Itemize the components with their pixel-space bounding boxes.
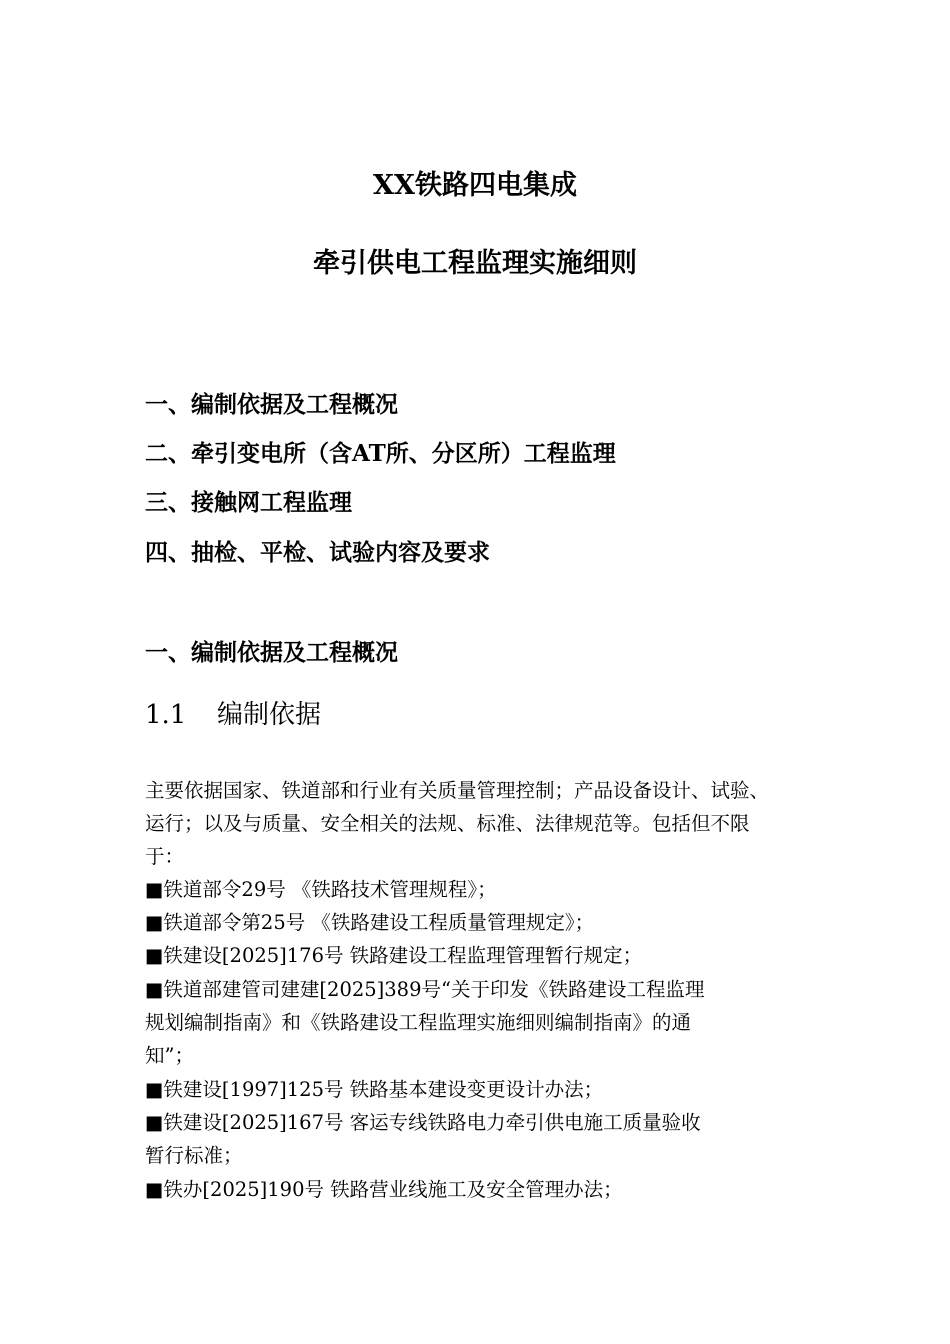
toc-item-1: 一、编制依据及工程概况 bbox=[145, 391, 398, 418]
document-title-line-2: 牵引供电工程监理实施细则 bbox=[313, 248, 637, 279]
subsection-title: 编制依据 bbox=[217, 700, 322, 730]
subsection-number: 1.1 bbox=[145, 700, 187, 730]
list-item: ■铁道部令第25号 《铁路建设工程质量管理规定》； bbox=[145, 911, 595, 934]
body-line: 主要依据国家、铁道部和行业有关质量管理控制；产品设备设计、试验、 bbox=[145, 779, 770, 802]
toc-item-4: 四、抽检、平检、试验内容及要求 bbox=[145, 539, 490, 566]
list-item: ■铁道部令29号 《铁路技术管理规程》； bbox=[145, 878, 497, 901]
list-item: ■铁建设[1997]125号 铁路基本建设变更设计办法； bbox=[145, 1078, 604, 1101]
document-title-line-1: XX铁路四电集成 bbox=[373, 170, 577, 201]
list-item-continuation: 暂行标准； bbox=[145, 1144, 243, 1167]
list-item: ■铁建设[2025]176号 铁路建设工程监理管理暂行规定； bbox=[145, 944, 643, 967]
list-item-continuation: 规划编制指南》和《铁路建设工程监理实施细则编制指南》的通 bbox=[145, 1011, 692, 1034]
toc-item-3: 三、接触网工程监理 bbox=[145, 489, 352, 516]
toc-item-2: 二、牵引变电所（含AT所、分区所）工程监理 bbox=[145, 440, 616, 467]
list-item: ■铁办[2025]190号 铁路营业线施工及安全管理办法； bbox=[145, 1178, 623, 1201]
body-line: 于： bbox=[145, 845, 185, 868]
body-line: 运行；以及与质量、安全相关的法规、标准、法律规范等。包括但不限 bbox=[145, 812, 750, 835]
list-item-continuation: 知”； bbox=[145, 1044, 194, 1067]
subsection-heading bbox=[145, 698, 321, 732]
list-item: ■铁建设[2025]167号 客运专线铁路电力牵引供电施工质量验收 bbox=[145, 1111, 701, 1134]
section-heading: 一、编制依据及工程概况 bbox=[145, 639, 398, 666]
list-item: ■铁道部建管司建建[2025]389号“关于印发《铁路建设工程监理 bbox=[145, 978, 705, 1001]
